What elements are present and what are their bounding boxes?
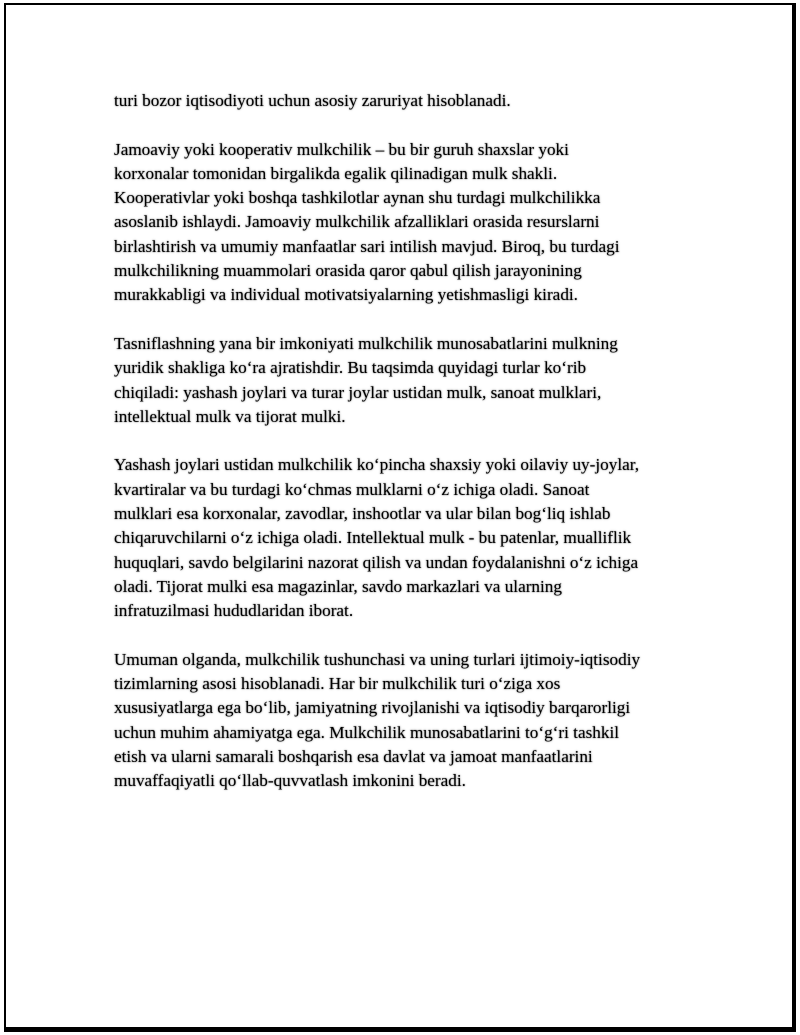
- text-line: yuridik shakliga koʻra ajratishdir. Bu taqsimda quyidagi turlar koʻrib: [114, 358, 587, 378]
- text-line: murakkabligi va individual motivatsiyalarning yetishmasligi kiradi.: [114, 285, 578, 305]
- document-body: [114, 89, 714, 818]
- text-line: mulkchilikning muammolari orasida qaror qabul qilish jarayonining: [114, 261, 582, 281]
- text-line: chiqaruvchilarni oʻz ichiga oladi. Intellektual mulk - bu patenlar, mualliflik: [114, 528, 632, 548]
- text-line: Yashash joylari ustidan mulkchilik koʻpincha shaxsiy yoki oilaviy uy-joylar,: [114, 455, 640, 475]
- paragraph-1: [114, 89, 714, 113]
- text-line: korxonalar tomonidan birgalikda egalik qilinadigan mulk shakli.: [114, 163, 558, 183]
- text-line: Tasniflashning yana bir imkoniyati mulkchilik munosabatlarini mulkning: [114, 333, 618, 353]
- text-line: birlashtirish va umumiy manfaatlar sari intilish mavjud. Biroq, bu turdagi: [114, 236, 620, 256]
- text-line: asoslanib ishlaydi. Jamoaviy mulkchilik afzalliklari orasida resurslarni: [114, 212, 600, 232]
- paragraph-5: [114, 648, 714, 794]
- text-line: etish va ularni samarali boshqarish esa davlat va jamoat manfaatlarini: [114, 747, 593, 767]
- text-line: intellektual mulk va tijorat mulki.: [114, 406, 346, 426]
- text-line: Kooperativlar yoki boshqa tashkilotlar aynan shu turdagi mulkchilikka: [114, 188, 601, 208]
- text-line: infratuzilmasi hududlaridan iborat.: [114, 601, 354, 621]
- text-line: huquqlari, savdo belgilarini nazorat qilish va undan foydalanishni oʻz ichiga: [114, 552, 639, 572]
- text-line: Umuman olganda, mulkchilik tushunchasi va uning turlari ijtimoiy-iqtisodiy: [114, 649, 641, 669]
- paragraph-3: [114, 332, 714, 429]
- text-line: oladi. Tijorat mulki esa magazinlar, savdo markazlari va ularning: [114, 576, 562, 596]
- text-line: Jamoaviy yoki kooperativ mulkchilik – bu bir guruh shaxslar yoki: [114, 139, 569, 159]
- text-line: turi bozor iqtisodiyoti uchun asosiy zaruriyat hisoblanadi.: [114, 91, 511, 110]
- text-line: kvartiralar va bu turdagi koʻchmas mulklarni oʻz ichiga oladi. Sanoat: [114, 479, 590, 499]
- text-line: tizimlarning asosi hisoblanadi. Har bir mulkchilik turi oʻziga xos: [114, 674, 561, 694]
- text-line: uchun muhim ahamiyatga ega. Mulkchilik munosabatlarini toʻgʻri tashkil: [114, 722, 620, 742]
- paragraph-4: [114, 453, 714, 623]
- text-line: muvaffaqiyatli qoʻllab-quvvatlash imkonini beradi.: [114, 771, 466, 791]
- paragraph-2: [114, 138, 714, 308]
- text-line: chiqiladi: yashash joylari va turar joylar ustidan mulk, sanoat mulklari,: [114, 382, 602, 402]
- text-line: xususiyatlarga ega boʻlib, jamiyatning rivojlanishi va iqtisodiy barqarorligi: [114, 698, 631, 718]
- text-line: mulklari esa korxonalar, zavodlar, inshootlar va ular bilan bogʻliq ishlab: [114, 504, 611, 524]
